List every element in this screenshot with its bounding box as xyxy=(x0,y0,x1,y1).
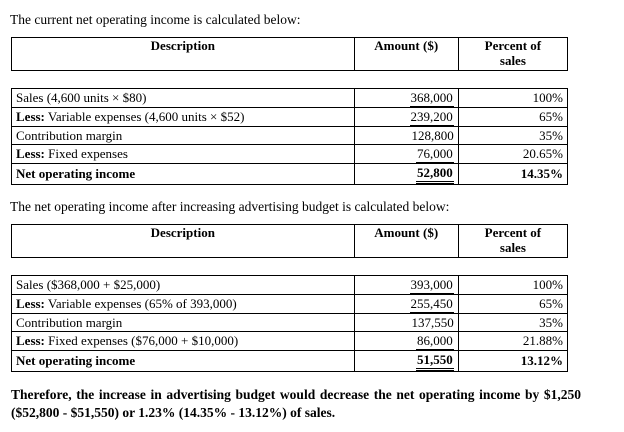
table-row xyxy=(12,126,568,144)
percent-cell xyxy=(458,350,567,371)
percent-value: 14.35% xyxy=(520,166,563,182)
less-prefix: Less: xyxy=(16,333,45,348)
table-header-row xyxy=(12,224,568,257)
percent-value: 35% xyxy=(539,314,563,330)
percent-value: 21.88% xyxy=(522,333,563,348)
percent-header xyxy=(458,224,567,257)
row-label: Sales (4,600 units × $80) xyxy=(16,90,147,106)
header-gap xyxy=(12,257,568,275)
percent-value: 100% xyxy=(532,277,563,292)
description-cell xyxy=(12,294,355,313)
description-cell xyxy=(12,163,355,184)
amount-cell xyxy=(354,275,458,294)
percent-value: 13.12% xyxy=(520,353,563,368)
table-row xyxy=(12,331,568,350)
table-row-total xyxy=(12,163,568,184)
amount-value: 239,200 xyxy=(410,108,453,124)
percent-cell xyxy=(458,331,567,350)
amount-header: Amount ($) xyxy=(354,224,458,257)
description-cell xyxy=(12,313,355,331)
description-cell xyxy=(12,350,355,371)
table-row xyxy=(12,294,568,313)
amount-cell xyxy=(354,126,458,144)
amount-cell xyxy=(354,350,458,371)
description-cell xyxy=(12,107,355,126)
table-row-total xyxy=(12,350,568,371)
amount-header: Amount ($) xyxy=(354,37,458,70)
percent-cell xyxy=(458,163,567,184)
intro-after-text: The net operating income after increasing advertising budget is calculated below: xyxy=(10,198,450,214)
row-label: Net operating income xyxy=(16,353,136,368)
percent-value: 65% xyxy=(539,109,563,125)
amount-value: 51,550 xyxy=(416,351,454,371)
row-label: Contribution margin xyxy=(16,127,123,143)
amount-cell xyxy=(354,294,458,313)
percent-value: 35% xyxy=(539,127,563,143)
amount-cell xyxy=(354,331,458,350)
percent-value: 100% xyxy=(532,90,563,106)
percent-value: 65% xyxy=(539,296,563,311)
table-row xyxy=(12,275,568,294)
percent-header-label: Percent of sales xyxy=(484,224,542,255)
row-label: Variable expenses (65% of 393,000) xyxy=(44,296,237,311)
description-cell xyxy=(12,331,355,350)
percent-cell xyxy=(458,275,567,294)
description-cell xyxy=(12,144,355,163)
amount-cell xyxy=(354,144,458,163)
amount-value: 86,000 xyxy=(417,332,453,348)
amount-value: 393,000 xyxy=(410,276,453,292)
amount-value: 76,000 xyxy=(417,145,453,161)
description-cell xyxy=(12,88,355,107)
description-header: Description xyxy=(12,224,355,257)
amount-cell xyxy=(354,313,458,331)
percent-value: 20.65% xyxy=(522,146,563,162)
less-prefix: Less: xyxy=(16,296,45,311)
table-header-row xyxy=(12,37,568,70)
conclusion-text: Therefore, the increase in advertising budget would decrease the net operating income by $1,250 ($52,800 - $51,550) or 1.23% (14.35% - 13.12%) of sales. xyxy=(11,386,581,420)
table-row xyxy=(12,88,568,107)
less-prefix: Less: xyxy=(16,146,45,162)
row-label: Sales ($368,000 + $25,000) xyxy=(16,277,161,292)
header-gap xyxy=(12,70,568,88)
row-label: Fixed expenses ($76,000 + $10,000) xyxy=(44,333,239,348)
amount-value: 137,550 xyxy=(411,314,454,330)
amount-cell xyxy=(354,107,458,126)
percent-cell xyxy=(458,313,567,331)
income-table-current xyxy=(11,37,568,185)
row-label: Contribution margin xyxy=(16,314,123,330)
percent-cell xyxy=(458,126,567,144)
income-table-after xyxy=(11,224,568,372)
percent-cell xyxy=(458,88,567,107)
description-cell xyxy=(12,275,355,294)
row-label: Net operating income xyxy=(16,166,136,182)
row-label: Fixed expenses xyxy=(44,146,128,162)
percent-header xyxy=(458,37,567,70)
percent-cell xyxy=(458,144,567,163)
less-prefix: Less: xyxy=(16,109,45,125)
percent-header-label: Percent of sales xyxy=(484,37,542,68)
amount-value: 52,800 xyxy=(416,164,454,184)
percent-cell xyxy=(458,294,567,313)
amount-cell xyxy=(354,163,458,184)
table-row xyxy=(12,144,568,163)
amount-value: 368,000 xyxy=(410,89,453,105)
table-row xyxy=(12,313,568,331)
table-row xyxy=(12,107,568,126)
percent-cell xyxy=(458,107,567,126)
intro-current-text: The current net operating income is calculated below: xyxy=(10,12,301,27)
description-cell xyxy=(12,126,355,144)
description-header: Description xyxy=(12,37,355,70)
amount-value: 128,800 xyxy=(411,127,454,143)
amount-value: 255,450 xyxy=(410,295,453,311)
amount-cell xyxy=(354,88,458,107)
row-label: Variable expenses (4,600 units × $52) xyxy=(44,109,245,125)
